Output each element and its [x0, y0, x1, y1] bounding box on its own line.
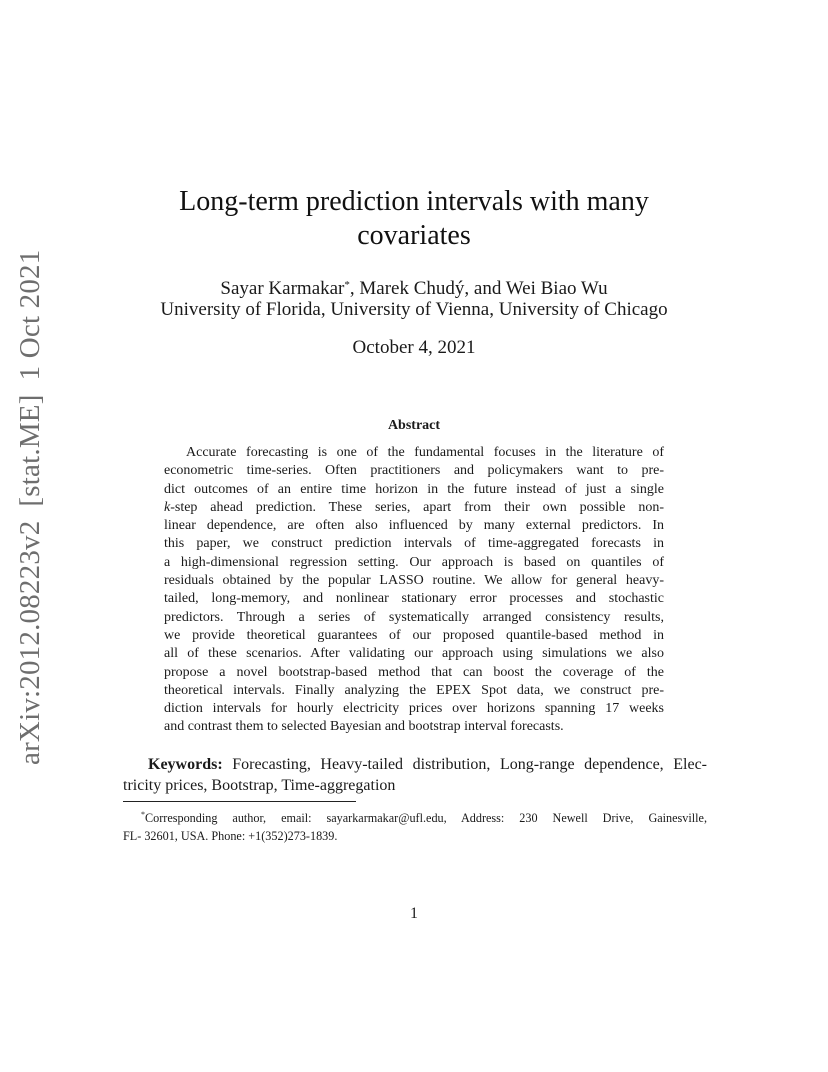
abstract-line: all of these scenarios. After validating our approach using simulations we also [164, 646, 664, 662]
abstract-line: k-step ahead prediction. These series, apart from their own possible non- [164, 499, 664, 515]
title-line-1: Long-term prediction intervals with many [179, 186, 649, 217]
math-variable-k: k [164, 499, 171, 515]
keywords-label: Keywords: [148, 756, 223, 773]
abstract-line: econometric time-series. Often practitioners and policymakers want to pre- [164, 463, 664, 479]
abstract-heading: Abstract [387, 418, 441, 433]
footnote-line-2: FL- 32601, USA. Phone: +1(352)273-1839. [123, 829, 338, 843]
keywords-line-2: tricity prices, Bootstrap, Time-aggregation [123, 777, 396, 794]
footnote-rule [123, 801, 356, 802]
abstract-line: predictors. Through a series of systematically arranged consistency results, [164, 609, 664, 625]
abstract-body [164, 444, 664, 737]
abstract-line: and contrast them to selected Bayesian and bootstrap interval forecasts. [164, 719, 564, 735]
title-line-2: covariates [357, 220, 471, 251]
abstract-line: a high-dimensional regression setting. Our approach is based on quantiles of [164, 554, 664, 570]
abstract-line: propose a novel bootstrap-based method that can boost the coverage of the [164, 664, 664, 680]
abstract-line: theoretical intervals. Finally analyzing the EPEX Spot data, we construct pre- [164, 682, 664, 698]
footnote-text-1: Corresponding author, email: sayarkarmakar@ufl.edu, Address: 230 Newell Drive, Gainesville, [145, 811, 707, 825]
footnote [123, 806, 707, 845]
footnote-line-1 [123, 806, 707, 827]
abstract-line: Accurate forecasting is one of the fundamental focuses in the literature of [186, 445, 664, 460]
affiliations: University of Florida, University of Vienna, University of Chicago [160, 299, 668, 320]
footnote-mark: * [141, 810, 145, 819]
arxiv-category: [stat.ME] [14, 394, 46, 507]
author-first: Sayar Karmakar [220, 278, 345, 299]
abstract-line: diction intervals for hourly electricity prices over horizons spanning 17 weeks [164, 701, 664, 717]
abstract-line: this paper, we construct prediction intervals of time-aggregated forecasts in [164, 536, 664, 552]
abstract-line: tailed, long-memory, and nonlinear stationary error processes and stochastic [164, 591, 664, 607]
page-number: 1 [410, 905, 418, 922]
abstract-line: residuals obtained by the popular LASSO routine. We allow for general heavy- [164, 573, 664, 589]
arxiv-id: arXiv:2012.08223v2 [14, 520, 46, 765]
abstract-line: we provide theoretical guarantees of our proposed quantile-based method in [164, 627, 664, 643]
author-others: , Marek Chudý, and Wei Biao Wu [349, 278, 608, 299]
arxiv-date: 1 Oct 2021 [14, 249, 46, 381]
abstract-line: linear dependence, are often also influenced by many external predictors. In [164, 518, 664, 534]
paper-date: October 4, 2021 [352, 337, 476, 358]
paper-title [120, 185, 708, 253]
keywords-line-1 [123, 754, 707, 775]
keywords [123, 754, 707, 796]
arxiv-watermark [14, 236, 47, 765]
keywords-text-1: Forecasting, Heavy-tailed distribution, Long-range dependence, Elec- [222, 756, 707, 773]
abstract-line: dict outcomes of an entire time horizon in the future instead of just a single [164, 481, 664, 497]
corresponding-author-mark: * [344, 279, 350, 291]
